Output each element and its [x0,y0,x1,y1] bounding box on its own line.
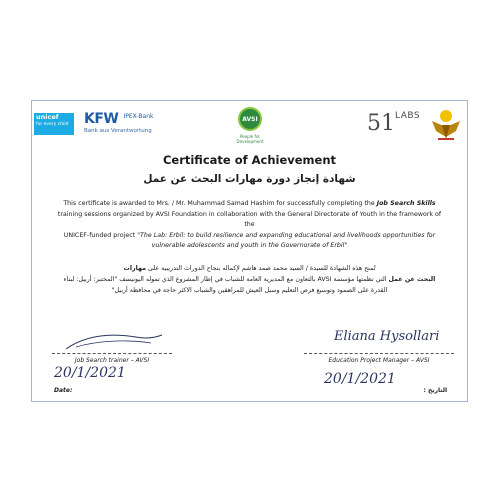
english-body [52,199,447,252]
date-label-arabic: التاريخ : [423,387,447,394]
certificate-frame [31,100,468,402]
course-name: Job Search Skills [376,200,436,207]
kurdistan-emblem-icon [428,107,464,141]
arabic-course-part-2: البحث عن عمل [388,276,436,283]
arabic-body [46,263,453,296]
english-line-3: UNICEF-funded project [63,231,138,239]
english-line-2: training sessions organized by AVSI Foundation in collaboration with the General Directorate of Youth in the framework of the [57,210,442,228]
51labs-logo [367,111,420,136]
unicef-wordmark: unicef [36,113,59,121]
manager-signature-line [304,353,454,354]
avsi-tagline: People for Development [236,134,264,144]
trainer-signature-line [52,353,172,354]
labs-number: 51 [367,111,395,136]
labs-text: LABS [395,111,421,121]
avsi-emblem-icon [238,107,262,131]
certificate-title-arabic: شهادة إنجاز دورة مهارات البحث عن عمل [143,173,356,185]
avsi-logo [230,107,270,144]
trainer-date: 20/1/2021 [54,365,126,381]
certificate-title: Certificate of Achievement [162,153,337,167]
kfw-subtitle: Bank aus Verantwortung [84,128,152,134]
manager-date: 20/1/2021 [324,371,396,387]
trainer-signature-icon [56,329,166,353]
kfw-wordmark: KFW [84,111,119,127]
arabic-line-2: التي نظمتها مؤسسة AVSI بالتعاون مع المديرية العامة للشباب في إطار المشروع الذي تموله اليونيسف "المختبر: أربيل: لبناء [63,276,389,283]
trainer-signature-block [52,331,172,364]
unicef-tagline: for every child [36,122,69,127]
trainer-role: Job Search trainer – AVSI [74,357,150,364]
kfw-logo [84,111,153,134]
manager-role: Education Project Manager – AVSI [328,357,430,364]
unicef-logo [34,113,74,135]
arabic-line-1: تُمنح هذه الشهادة للسيدة / السيد محمد صمد هاشم لإكماله بنجاح الدورات التدريبية على [146,265,376,272]
logo-row [32,101,467,144]
manager-signature: Eliana Hysollari [334,329,440,344]
manager-signature-block [304,331,454,364]
arabic-course-part-1: مهارات [123,265,147,272]
date-label: Date: [54,387,73,394]
english-line-1: This certificate is awarded to Mrs. / Mr. Muhammad Samad Hashim for successfully completing the [63,200,377,207]
avsi-wordmark: AVSI [242,116,258,123]
project-name: "The Lab: Erbil: to build resilience and expanding educational and livelihoods opportunities for vulnerable adolescents and youth in the Governorate of Erbil" [137,231,436,249]
kfw-ipex-text: IPEX-Bank [123,113,154,120]
arabic-line-3: القدرة على الصمود وتوسيع فرص التعليم وسبل العيش للمراهقين والشباب الاكثر حاجة في محافظة أربيل" [111,287,388,294]
